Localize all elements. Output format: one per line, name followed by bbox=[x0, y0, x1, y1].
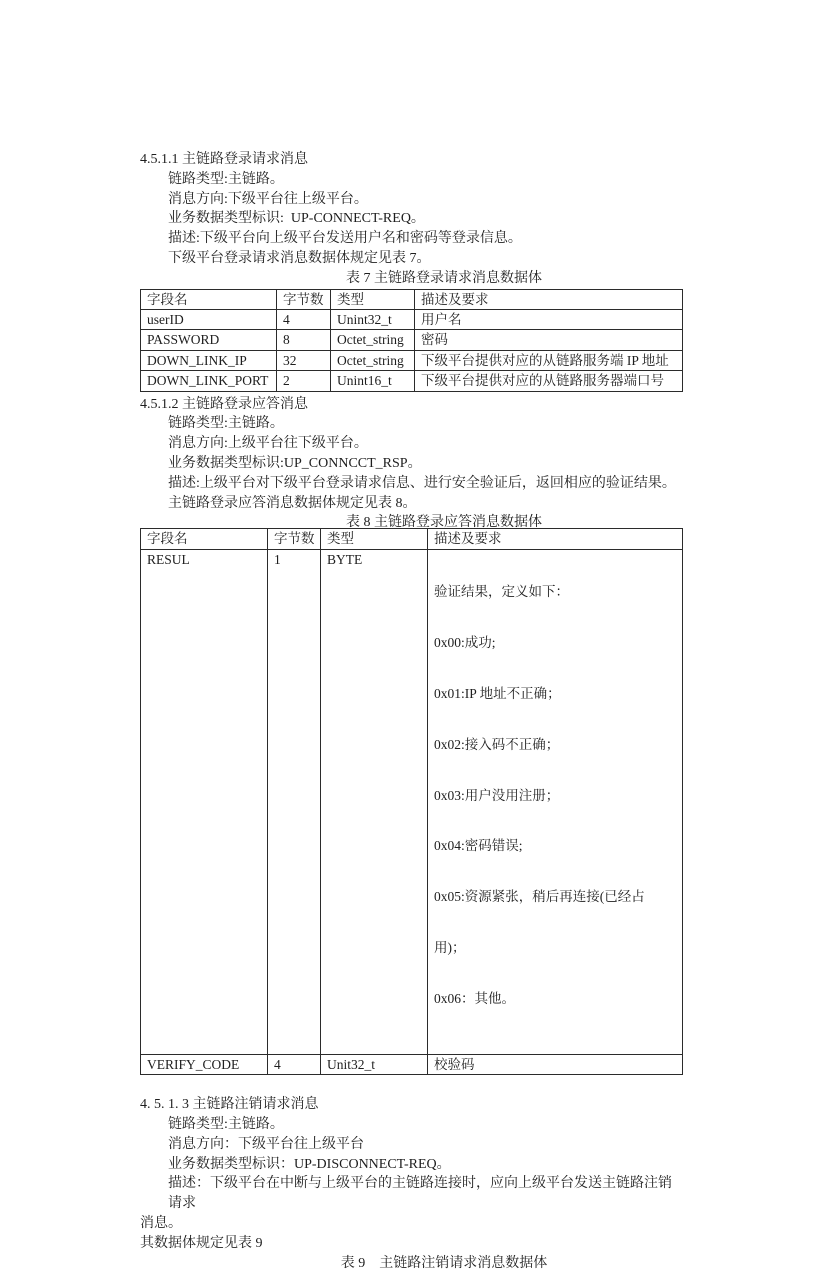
table-row bbox=[141, 371, 683, 391]
paragraph-message-direction: 消息方向：下级平台往上级平台 bbox=[140, 1135, 682, 1155]
document-content bbox=[140, 150, 682, 1273]
cell-desc: 下级平台提供对应的从链路服务器端口号 bbox=[415, 371, 683, 391]
column-header-bytes: 字节数 bbox=[277, 289, 331, 309]
paragraph-data-type-id: 业务数据类型标识：UP-DISCONNECT-REQ。 bbox=[140, 1155, 682, 1175]
column-header-field: 字段名 bbox=[141, 289, 277, 309]
table-row bbox=[141, 330, 683, 350]
cell-bytes: 2 bbox=[277, 371, 331, 391]
section-4-5-1-2-heading: 4.5.1.2 主链路登录应答消息 bbox=[140, 395, 682, 415]
column-header-field: 字段名 bbox=[141, 529, 268, 549]
cell-bytes: 4 bbox=[268, 1054, 321, 1074]
paragraph-message-direction: 消息方向:下级平台往上级平台。 bbox=[140, 190, 682, 210]
cell-field: VERIFY_CODE bbox=[141, 1054, 268, 1074]
table-8-login-response bbox=[140, 528, 683, 1075]
paragraph-link-type: 链路类型:主链路。 bbox=[140, 414, 682, 434]
column-header-type: 类型 bbox=[331, 289, 415, 309]
cell-type: Unint16_t bbox=[331, 371, 415, 391]
cell-type: Unint32_t bbox=[331, 309, 415, 329]
cell-type: Octet_string bbox=[331, 330, 415, 350]
cell-field: PASSWORD bbox=[141, 330, 277, 350]
paragraph-table-reference: 其数据体规定见表 9 bbox=[140, 1234, 682, 1254]
column-header-desc: 描述及要求 bbox=[415, 289, 683, 309]
table-row bbox=[141, 309, 683, 329]
result-code-line: 验证结果，定义如下： bbox=[434, 582, 677, 602]
paragraph-description: 描述：下级平台在中断与上级平台的主链路连接时，应向上级平台发送主链路注销请求 bbox=[140, 1174, 682, 1214]
paragraph-description-continuation: 消息。 bbox=[140, 1214, 682, 1234]
paragraph-data-type-id: 业务数据类型标识:UP_CONNCCT_RSP。 bbox=[140, 454, 682, 474]
result-code-line: 0x01:IP 地址不正确； bbox=[434, 684, 677, 704]
section-4-5-1-1-heading: 4.5.1.1 主链路登录请求消息 bbox=[140, 150, 682, 170]
table-row-resul bbox=[141, 549, 683, 1054]
cell-type: Octet_string bbox=[331, 350, 415, 370]
table-header-row bbox=[141, 289, 683, 309]
result-code-line: 用)； bbox=[434, 938, 677, 958]
result-code-line: 0x00:成功; bbox=[434, 633, 677, 653]
paragraph-link-type: 链路类型:主链路。 bbox=[140, 170, 682, 190]
paragraph-data-type-id: 业务数据类型标识: UP-CONNECT-REQ。 bbox=[140, 209, 682, 229]
cell-desc: 校验码 bbox=[428, 1054, 683, 1074]
cell-field: DOWN_LINK_PORT bbox=[141, 371, 277, 391]
column-header-type: 类型 bbox=[321, 529, 428, 549]
result-code-line: 0x02:接入码不正确； bbox=[434, 735, 677, 755]
table-7-login-request bbox=[140, 289, 683, 392]
cell-desc: 下级平台提供对应的从链路服务端 IP 地址 bbox=[415, 350, 683, 370]
cell-bytes: 8 bbox=[277, 330, 331, 350]
table-row-verify-code bbox=[141, 1054, 683, 1074]
paragraph-description: 描述:下级平台向上级平台发送用户名和密码等登录信息。 bbox=[140, 229, 682, 249]
cell-field: userID bbox=[141, 309, 277, 329]
section-4-5-1-3-heading: 4. 5. 1. 3 主链路注销请求消息 bbox=[140, 1095, 682, 1115]
cell-bytes: 32 bbox=[277, 350, 331, 370]
result-code-line: 0x03:用户没用注册； bbox=[434, 786, 677, 806]
table-9-caption: 表 9 主链路注销请求消息数据体 bbox=[140, 1254, 682, 1273]
cell-field: RESUL bbox=[141, 549, 268, 1054]
cell-bytes: 1 bbox=[268, 549, 321, 1054]
cell-bytes: 4 bbox=[277, 309, 331, 329]
cell-desc bbox=[428, 549, 683, 1054]
cell-field: DOWN_LINK_IP bbox=[141, 350, 277, 370]
table-row bbox=[141, 350, 683, 370]
table-7-caption: 表 7 主链路登录请求消息数据体 bbox=[140, 269, 682, 289]
paragraph-link-type: 链路类型:主链路。 bbox=[140, 1115, 682, 1135]
result-code-line: 0x05:资源紧张，稍后再连接(已经占 bbox=[434, 887, 677, 907]
cell-desc: 用户名 bbox=[415, 309, 683, 329]
paragraph-description: 描述:上级平台对下级平台登录请求信息、进行安全验证后，返回相应的验证结果。 bbox=[140, 474, 682, 494]
column-header-bytes: 字节数 bbox=[268, 529, 321, 549]
column-header-desc: 描述及要求 bbox=[428, 529, 683, 549]
cell-type: BYTE bbox=[321, 549, 428, 1054]
paragraph-table-reference: 主链路登录应答消息数据体规定见表 8。 bbox=[140, 494, 682, 514]
paragraph-table-reference: 下级平台登录请求消息数据体规定见表 7。 bbox=[140, 249, 682, 269]
result-code-line: 0x04:密码错误; bbox=[434, 836, 677, 856]
cell-desc: 密码 bbox=[415, 330, 683, 350]
paragraph-message-direction: 消息方向:上级平台往下级平台。 bbox=[140, 434, 682, 454]
table-8-caption: 表 8 主链路登录应答消息数据体 bbox=[140, 513, 682, 533]
result-code-line: 0x06：其他。 bbox=[434, 989, 677, 1009]
cell-type: Unit32_t bbox=[321, 1054, 428, 1074]
